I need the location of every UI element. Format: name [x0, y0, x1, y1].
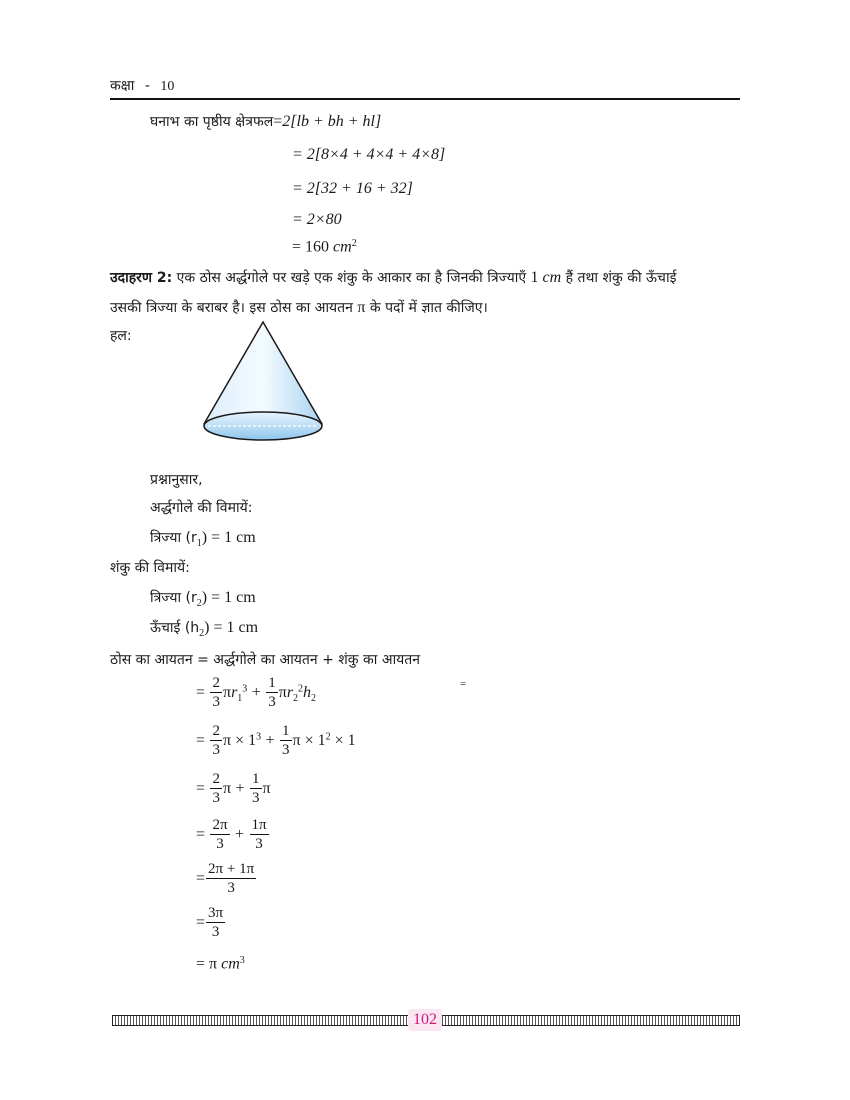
example-label: उदाहरण 2:: [110, 270, 173, 286]
example-text-1b: हैं तथा शंकु की ऊँचाई: [561, 270, 677, 286]
volume-step-1: = $\frac{2}{3}$ $\pi r_1^3$ + $\frac{1}{3}$ $\pi r_2^2h_2$: [196, 675, 317, 710]
surface-area-eq: =: [273, 113, 283, 130]
surface-area-line-2: = 2[8×4 + 4×4 + 4×8]: [292, 146, 446, 163]
example-text-2b: के पदों में ज्ञात कीजिए।: [365, 300, 488, 316]
class-number: 10: [160, 79, 175, 94]
per-question: प्रश्नानुसार,: [150, 472, 203, 488]
example-text-1a: एक ठोस अर्द्धगोले पर खड़े एक शंकु के आकार का है जिनकी त्रिज्याएँ: [172, 270, 531, 286]
class-separator: -: [144, 78, 150, 94]
cone-figure: [196, 318, 336, 450]
surface-area-line-3: = 2[32 + 16 + 32]: [292, 180, 413, 197]
example-pi: π: [357, 299, 366, 316]
volume-step-6: = $\frac{3\pi}{3}$: [196, 905, 224, 940]
example-line-2: [110, 298, 488, 317]
running-header: [110, 76, 174, 95]
example-line-1: [110, 268, 676, 287]
hemisphere-dims: अर्द्धगोले की विमायें:: [150, 500, 253, 516]
volume-statement: ठोस का आयतन = अर्द्धगोले का आयतन + शंकु का आयतन: [110, 652, 421, 668]
surface-area-line-4: = 2×80: [292, 211, 342, 228]
example-radius-unit: cm: [538, 269, 562, 286]
surface-area-unit-exp: 2: [351, 238, 357, 249]
class-label: कक्षा: [110, 78, 135, 94]
volume-step-5: = $\frac{2\pi + 1\pi}{3}$: [196, 861, 255, 896]
header-rule: [110, 98, 740, 100]
volume-step-2: = $\frac{2}{3}$ $\pi \times 1^3$ + $\frac{1}{3}$ $\pi \times 1^2 \times 1$: [196, 723, 356, 758]
surface-area-formula: 2[lb + bh + hl]: [282, 113, 382, 130]
cone-dims: शंकु की विमायें:: [110, 560, 190, 576]
example-text-2a: उसकी त्रिज्या के बराबर है। इस ठोस का आयतन: [110, 300, 358, 316]
volume-final: = π $cm^3$: [196, 955, 245, 973]
fraction-2-3: $\frac{2}{3}$: [212, 675, 220, 710]
volume-step-4: = $\frac{2\pi}{3}$ + $\frac{1\pi}{3}$: [196, 817, 267, 852]
surface-area-result: = 160: [292, 238, 334, 256]
cone-height: ऊँचाई $(h_2) = 1$ cm: [150, 619, 259, 639]
hemisphere-radius: त्रिज्या $(r_1) = 1$ cm: [150, 529, 256, 549]
example-radius-num: 1: [530, 269, 539, 286]
stray-equals: =: [460, 678, 467, 690]
surface-area-line-5: [292, 238, 357, 257]
solution-label: हल:: [110, 328, 132, 344]
cone-radius: त्रिज्या $(r_2) = 1$ cm: [150, 589, 256, 609]
surface-area-unit: cm: [333, 238, 352, 256]
page-number: 102: [408, 1009, 442, 1031]
surface-area-line-1: [150, 112, 381, 131]
surface-area-label: घनाभ का पृष्ठीय क्षेत्रफल: [150, 114, 274, 130]
volume-step-3: = $\frac{2}{3}$ π + $\frac{1}{3}$ π: [196, 771, 271, 806]
fraction-1-3: $\frac{1}{3}$: [268, 675, 276, 710]
